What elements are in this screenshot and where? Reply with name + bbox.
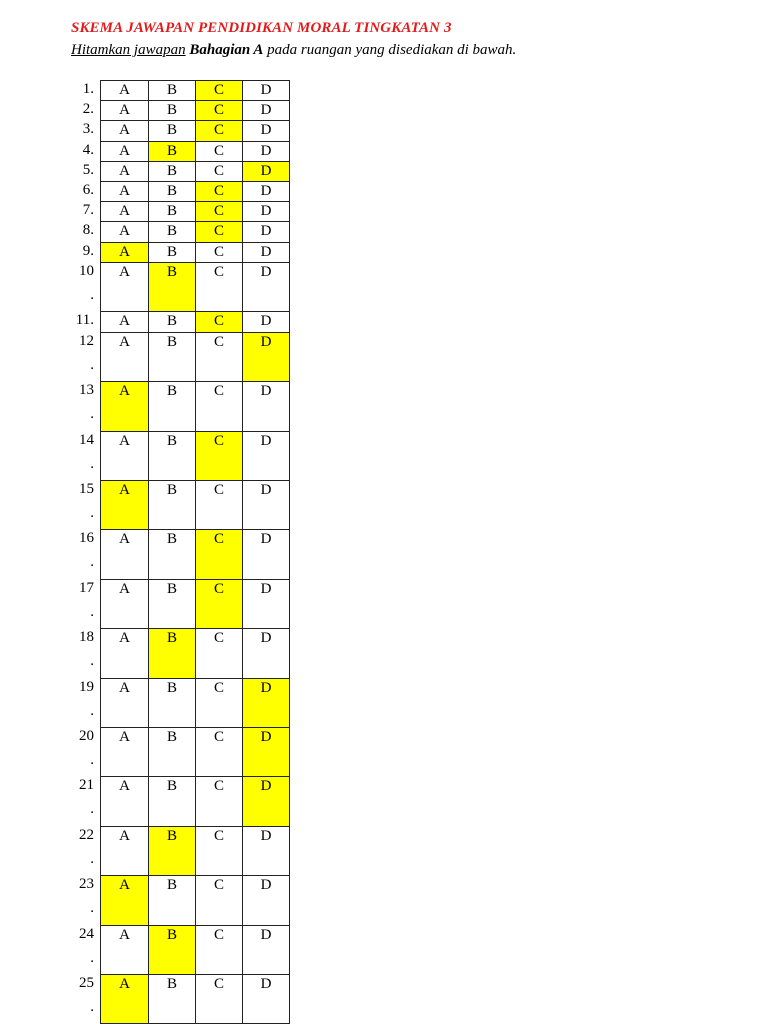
option-d: D [242,181,290,201]
option-b: B [148,628,195,677]
question-number: 10 . [79,262,94,303]
option-c: C [195,332,242,381]
option-b: B [148,826,195,875]
option-a: A [100,925,148,974]
option-a: A [100,161,148,181]
question-number: 9. [82,242,94,259]
instruction-part-1: Hitamkan jawapan [71,42,186,58]
option-d: D [242,80,290,100]
option-d: D [242,311,290,332]
option-a: A [100,381,148,430]
answer-row [0,579,300,628]
instruction-part-2: Bahagian A [189,42,264,58]
answer-row [0,161,300,181]
option-b: B [148,332,195,381]
option-c: C [195,826,242,875]
option-b: B [148,262,195,311]
question-number: 16 . [79,530,94,571]
option-d: D [242,100,290,120]
option-d: D [242,141,290,161]
option-c: C [195,311,242,332]
question-number: 14 . [79,431,94,472]
option-b: B [148,80,195,100]
option-a: A [100,311,148,332]
answer-row [0,221,300,241]
option-a: A [100,100,148,120]
answer-row [0,141,300,161]
option-b: B [148,120,195,140]
answer-row [0,431,300,480]
option-b: B [148,875,195,924]
option-c: C [195,727,242,776]
option-d: D [242,201,290,221]
option-b: B [148,311,195,332]
instruction-part-3: pada ruangan yang disediakan di bawah. [263,42,517,58]
option-b: B [148,480,195,529]
answer-row [0,974,300,1023]
option-a: A [100,221,148,241]
option-b: B [148,381,195,430]
answer-row [0,678,300,727]
page-title: SKEMA JAWAPAN PENDIDIKAN MORAL TINGKATAN 3 [71,20,452,36]
option-a: A [100,242,148,262]
option-d: D [242,431,290,480]
answer-row [0,480,300,529]
question-number: 23 . [79,876,94,917]
option-d: D [242,579,290,628]
option-a: A [100,181,148,201]
option-b: B [148,529,195,578]
option-a: A [100,480,148,529]
answer-row [0,875,300,924]
option-a: A [100,974,148,1023]
option-a: A [100,431,148,480]
option-d: D [242,161,290,181]
option-d: D [242,480,290,529]
option-b: B [148,100,195,120]
option-c: C [195,221,242,241]
question-number: 25 . [79,975,94,1015]
question-number: 1. [82,81,94,97]
option-d: D [242,678,290,727]
option-a: A [100,678,148,727]
option-c: C [195,579,242,628]
question-number: 4. [82,141,94,158]
option-b: B [148,221,195,241]
option-c: C [195,776,242,825]
option-d: D [242,776,290,825]
question-number: 18 . [79,629,94,670]
answer-row [0,381,300,430]
option-d: D [242,826,290,875]
option-b: B [148,974,195,1023]
question-number: 15 . [79,481,94,521]
answer-row [0,826,300,875]
option-d: D [242,120,290,140]
option-c: C [195,529,242,578]
question-number: 19 . [79,678,94,719]
option-b: B [148,579,195,628]
answer-row [0,529,300,578]
answer-row [0,925,300,974]
option-a: A [100,262,148,311]
option-a: A [100,332,148,381]
answer-row [0,242,300,262]
option-c: C [195,480,242,529]
option-d: D [242,262,290,311]
question-number: 6. [82,182,94,198]
option-a: A [100,727,148,776]
option-b: B [148,141,195,161]
option-c: C [195,161,242,181]
option-a: A [100,529,148,578]
answer-row [0,100,300,120]
answer-row [0,201,300,221]
question-number: 24 . [79,925,94,966]
question-number: 8. [82,222,94,239]
question-number: 17 . [79,579,94,620]
option-b: B [148,181,195,201]
option-d: D [242,875,290,924]
question-number: 21 . [79,777,94,818]
option-d: D [242,925,290,974]
option-b: B [148,727,195,776]
option-b: B [148,925,195,974]
question-number: 22 . [79,826,94,867]
option-a: A [100,80,148,100]
option-c: C [195,80,242,100]
option-a: A [100,201,148,221]
option-c: C [195,262,242,311]
question-number: 3. [82,121,94,138]
option-c: C [195,120,242,140]
answer-row [0,776,300,825]
answer-row [0,120,300,140]
instruction-text [71,42,516,59]
answer-row [0,332,300,381]
question-number: 20 . [79,728,94,768]
option-d: D [242,332,290,381]
option-c: C [195,875,242,924]
option-a: A [100,826,148,875]
question-number: 2. [82,101,94,118]
option-a: A [100,875,148,924]
option-c: C [195,925,242,974]
option-d: D [242,628,290,677]
option-c: C [195,974,242,1023]
option-d: D [242,242,290,262]
question-number: 11. [75,312,94,329]
option-c: C [195,678,242,727]
option-b: B [148,678,195,727]
option-c: C [195,431,242,480]
option-c: C [195,242,242,262]
answer-row [0,262,300,311]
question-number: 7. [82,202,94,219]
option-c: C [195,181,242,201]
option-a: A [100,628,148,677]
option-d: D [242,974,290,1023]
option-a: A [100,120,148,140]
option-c: C [195,628,242,677]
answer-row [0,628,300,677]
question-number: 13 . [79,382,94,423]
option-d: D [242,381,290,430]
question-number: 12 . [79,332,94,373]
option-a: A [100,141,148,161]
option-a: A [100,776,148,825]
option-b: B [148,201,195,221]
option-c: C [195,100,242,120]
option-b: B [148,242,195,262]
question-number: 5. [82,161,94,178]
option-d: D [242,221,290,241]
option-d: D [242,727,290,776]
option-b: B [148,161,195,181]
answer-row [0,311,300,332]
answer-row [0,80,300,100]
option-b: B [148,431,195,480]
option-a: A [100,579,148,628]
answer-row [0,181,300,201]
option-b: B [148,776,195,825]
option-d: D [242,529,290,578]
option-c: C [195,141,242,161]
option-c: C [195,381,242,430]
answer-row [0,727,300,776]
option-c: C [195,201,242,221]
